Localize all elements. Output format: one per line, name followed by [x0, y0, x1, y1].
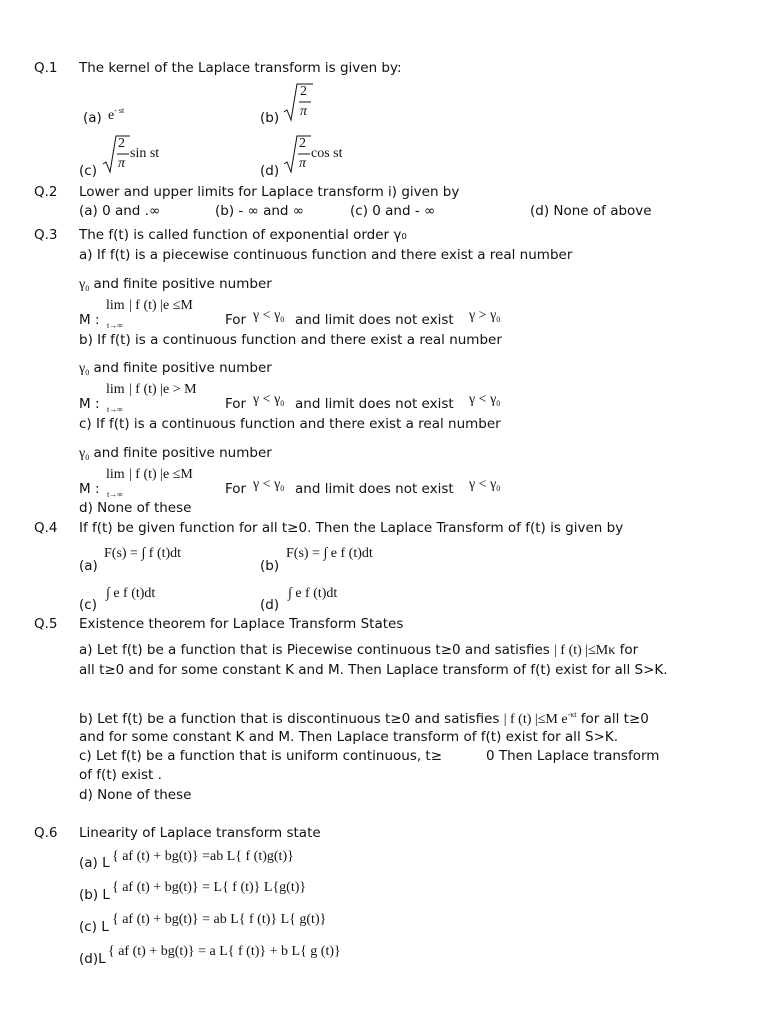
q2-text: Lower and upper limits for Laplace transform i) given by [79, 184, 460, 200]
q5-option-b-line1: b) Let f(t) be a function that is discontinuous t≥0 and satisfies | f (t) |≤M $e^{-\kappa t}$ for all t≥0 [79, 710, 649, 727]
q5-option-b-line2: and for some constant K and M. Then Laplace transform of f(t) exist for all S>K. [79, 729, 619, 745]
q3-option-b-condition: M : lim $_{t\to\infty}$ | f (t) |e > M For $\gamma < \gamma_0$ and limit does not exist $\gamma < \gamma_0$ [79, 382, 501, 414]
q5-option-c-line1: c) Let f(t) be a function that is uniform continuous, t≥ [79, 748, 443, 764]
q1-option-b-label: (b) [260, 110, 280, 126]
q2-option-c: (c) 0 and - ∞ [350, 203, 436, 219]
q1-option-d-math: 2 π cos st [283, 134, 363, 174]
q1-option-c-label: (c) [79, 163, 97, 179]
q6-text: Linearity of Laplace transform state [79, 825, 321, 841]
sqrt-icon [102, 134, 132, 174]
q5-option-d: d) None of these [79, 787, 192, 803]
q6-option-d-label: (d)L [79, 951, 106, 967]
q2-option-a: (a) 0 and .∞ [79, 203, 161, 219]
q4-option-a-math: F(s) = ∫ f (t)dt [104, 546, 182, 561]
q5-number: Q.5 [34, 616, 58, 632]
q1-option-a-math: $e^{- st}$ [108, 106, 125, 123]
q3-option-a-line1: a) If f(t) is a piecewise continuous function and there exist a real number [79, 247, 573, 263]
q3-option-b-line1: b) If f(t) is a continuous function and there exist a real number [79, 332, 502, 348]
q5-text: Existence theorem for Laplace Transform States [79, 616, 404, 632]
q4-option-d-math: ∫ e f (t)dt [288, 586, 338, 601]
q1-option-c-math: 2 π sin st [102, 134, 172, 174]
q3-number: Q.3 [34, 227, 58, 243]
sqrt-icon [283, 82, 313, 122]
q6-option-a-label: (a) L [79, 855, 110, 871]
q4-number: Q.4 [34, 520, 58, 536]
q5-option-c-line1b: 0 Then Laplace transform [486, 748, 660, 764]
q3-option-c-line1: c) If f(t) is a continuous function and there exist a real number [79, 416, 501, 432]
q2-number: Q.2 [34, 184, 58, 200]
q1-option-b-math: 2 π [283, 82, 313, 122]
q3-option-d: d) None of these [79, 500, 192, 516]
q6-option-b-label: (b) L [79, 887, 110, 903]
q1-option-d-label: (d) [260, 163, 280, 179]
q6-option-c-math: { af (t) + bg(t)} = ab L{ f (t)} L{ g(t)} [112, 912, 327, 927]
q2-option-d: (d) None of above [530, 203, 652, 219]
q4-option-d-label: (d) [260, 597, 280, 613]
q5-option-a-line1: a) Let f(t) be a function that is Piecewise continuous t≥0 and satisfies | f (t) |≤Mκ for [79, 642, 639, 658]
q5-option-a-line2: all t≥0 and for some constant K and M. Then Laplace transform of f(t) exist for all S>K. [79, 662, 668, 678]
q3-option-c-condition: M : lim $_{t\to\infty}$ | f (t) |e ≤M For $\gamma < \gamma_0$ and limit does not exist $\gamma < \gamma_0$ [79, 467, 501, 499]
q2-option-b: (b) - ∞ and ∞ [215, 203, 305, 219]
q4-text: If f(t) be given function for all t≥0. Then the Laplace Transform of f(t) is given by [79, 520, 624, 536]
q4-option-c-math: ∫ e f (t)dt [106, 586, 156, 601]
q3-option-a-condition: M : lim $_{t\to\infty}$ | f (t) |e ≤M For $\gamma < \gamma_0$ and limit does not exist $\gamma > \gamma_0$ [79, 298, 501, 330]
q6-option-c-label: (c) L [79, 919, 109, 935]
q1-option-a-label: (a) [83, 110, 102, 126]
q4-option-c-label: (c) [79, 597, 97, 613]
q1-number: Q.1 [34, 60, 58, 76]
q4-option-b-math: F(s) = ∫ e f (t)dt [286, 546, 373, 561]
q1-text: The kernel of the Laplace transform is given by: [79, 60, 402, 76]
q6-option-d-math: { af (t) + bg(t)} = a L{ f (t)} + b L{ g (t)} [108, 944, 341, 959]
q3-option-b-line2: $\gamma_0$ and finite positive number [79, 360, 272, 377]
sqrt-icon [283, 134, 313, 174]
q4-option-b-label: (b) [260, 558, 280, 574]
q6-option-a-math: { af (t) + bg(t)} =ab L{ f (t)g(t)} [112, 849, 294, 864]
q3-option-c-line2: $\gamma_0$ and finite positive number [79, 445, 272, 462]
q5-option-c-line2: of f(t) exist . [79, 767, 162, 783]
q3-text: The f(t) is called function of exponential order γ₀ [79, 227, 407, 243]
q4-option-a-label: (a) [79, 558, 98, 574]
q3-option-a-line2: $\gamma_0$ and finite positive number [79, 276, 272, 293]
q6-number: Q.6 [34, 825, 58, 841]
q6-option-b-math: { af (t) + bg(t)} = L{ f (t)} L{g(t)} [112, 880, 307, 895]
